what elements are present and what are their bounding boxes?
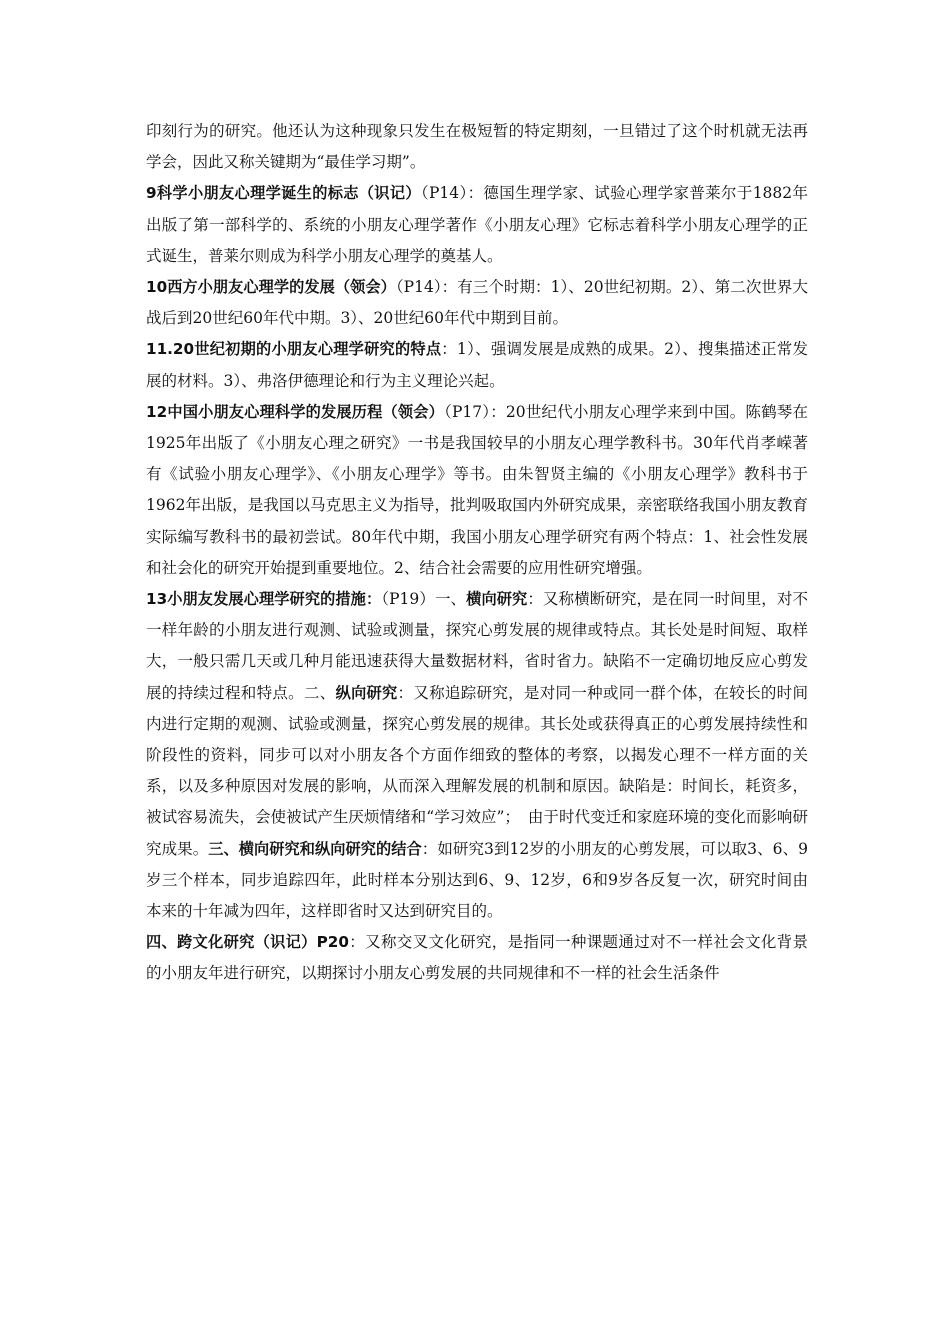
heading-run: 纵向研究: [335, 683, 398, 702]
text-run: （P19）一、: [381, 590, 467, 609]
heading-run: 10西方小朋友心理学的发展（领会）: [146, 278, 396, 297]
paragraph-western-development: [146, 272, 808, 334]
heading-run: 13小朋友发展心理学研究的措施：: [146, 590, 382, 609]
heading-run: 四、跨文化研究（识记）P20: [146, 933, 349, 952]
paragraph-birth-of-child-psychology: [146, 178, 808, 272]
text-run: ：1）、强调发展是成熟的成果。2）、搜集描述正常发展的材料。3）、弗洛伊德理论和行为主义理论兴起。: [146, 340, 808, 390]
text-run: ：又称横断研究，是在同一时间里，对不一样年龄的小朋友进行观测、试验或测量，探究心剪发展的规律或特点。其长处是时间短、取样大，一般只需几天或几种月能迅速获得大量数据材料，省时省力。缺陷不一定确切地反应心剪发展的持续过程和特点。二、: [146, 590, 808, 702]
paragraph-research-methods: [146, 584, 808, 927]
paragraph-china-history: [146, 397, 808, 584]
text-run: 印刻行为的研究。他还认为这种现象只发生在极短暂的特定期刻，一旦错过了这个时机就无法再学会，因此又称关键期为“最佳学习期”。: [146, 122, 808, 172]
text-run: ：又称追踪研究，是对同一种或同一群个体，在较长的时间内进行定期的观测、试验或测量，探究心剪发展的规律。其长处或获得真正的心剪发展持续性和阶段性的资料，同步可以对小朋友各个方面作细致的整体的考察，以揭发心理不一样方面的关系，以及多种原因对发展的影响，从而深入理解发展的机制和原因。缺陷是：时间长，耗资多，被试容易流失，会使被试产生厌烦情绪和“学习效应”； 由于时代变迁和家庭环境的变化而影响研究成果。: [146, 683, 808, 858]
text-run: （P17）：20世纪代小朋友心理学来到中国。陈鹤琴在1925年出版了《小朋友心理之研究》一书是我国较早的小朋友心理学教科书。30年代肖孝嵘著有《试验小朋友心理学》、《小朋友心理学》等书。由朱智贤主编的《小朋友心理学》教科书于1962年出版，是我国以马克思主义为指导，批判吸取国内外研究成果，亲密联络我国小朋友教育实际编写教科书的最初尝试。80年代中期，我国小朋友心理学研究有两个特点：1、社会性发展和社会化的研究开始提到重要地位。2、结合社会需要的应用性研究增强。: [146, 402, 808, 577]
paragraph-early-20th-century: [146, 334, 808, 396]
document-page: [146, 116, 808, 990]
text-run: （P14）：有三个时期：1）、20世纪初期。2）、第二次世界大战后到20世纪60年代中期。3）、20世纪60年代中期到目前。: [146, 278, 808, 328]
text-run: ：如研究3到12岁的小朋友的心剪发展，可以取3、6、9岁三个样本，同步追踪四年，此时样本分别达到6、9、12岁，6和9岁各反复一次，研究时间由本来的十年减为四年，这样即省时又达到研究目的。: [146, 839, 808, 921]
text-run: （P14）：德国生理学家、试验心理学家普莱尔于1882年出版了第一部科学的、系统的小朋友心理学著作《小朋友心理》它标志着科学小朋友心理学的正式诞生，普莱尔则成为科学小朋友心理学的奠基人。: [146, 184, 808, 265]
paragraph-imprinting: [146, 116, 808, 178]
heading-run: 三、横向研究和纵向研究的结合: [208, 839, 422, 858]
heading-run: 横向研究: [466, 590, 528, 609]
paragraph-cross-cultural: [146, 927, 808, 989]
heading-run: 9科学小朋友心理学诞生的标志（识记）: [146, 184, 421, 203]
heading-run: 11.20世纪初期的小朋友心理学研究的特点: [146, 340, 442, 359]
heading-run: 12中国小朋友心理科学的发展历程（领会）: [146, 402, 445, 421]
text-run: ：又称交叉文化研究，是指同一种课题通过对不一样社会文化背景的小朋友年进行研究，以期探讨小朋友心剪发展的共同规律和不一样的社会生活条件: [146, 933, 808, 983]
